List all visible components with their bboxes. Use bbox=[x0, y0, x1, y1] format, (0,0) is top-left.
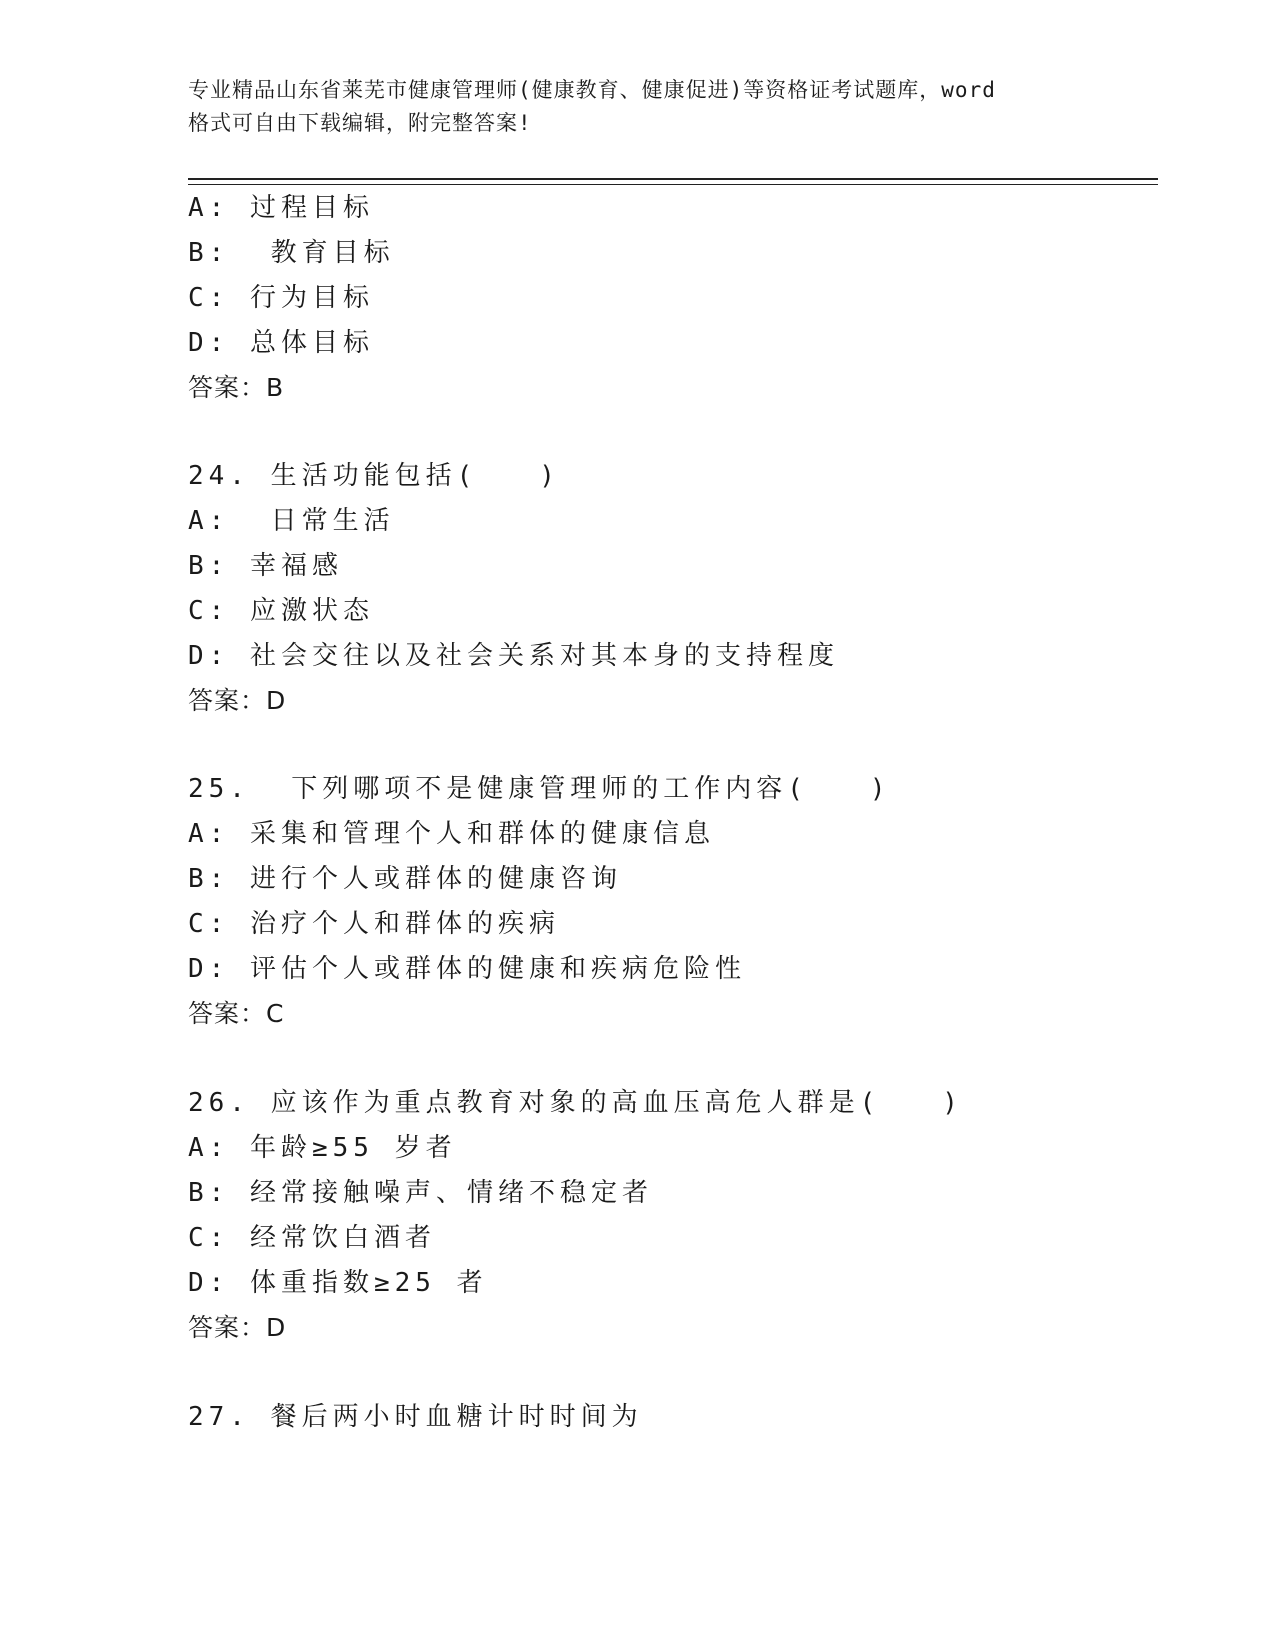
q26-answer: 答案：D bbox=[188, 1313, 287, 1342]
q25-option-c: C: 治疗个人和群体的疾病 bbox=[188, 909, 560, 939]
q27-stem: 27. 餐后两小时血糖计时时间为 bbox=[188, 1402, 643, 1432]
q25-option-b: B: 进行个人或群体的健康咨询 bbox=[188, 864, 622, 894]
q25-option-d: D: 评估个人或群体的健康和疾病危险性 bbox=[188, 954, 746, 984]
q26-option-b: B: 经常接触噪声、情绪不稳定者 bbox=[188, 1178, 653, 1208]
header-line-1: 专业精品山东省莱芜市健康管理师(健康教育、健康促进)等资格证考试题库，word bbox=[188, 78, 996, 102]
q23-option-a: A: 过程目标 bbox=[188, 193, 374, 223]
q23-answer: 答案：B bbox=[188, 373, 285, 402]
header-divider-thin bbox=[188, 184, 1158, 185]
q24-stem: 24. 生活功能包括( ) bbox=[188, 461, 560, 491]
q26-option-c: C: 经常饮白酒者 bbox=[188, 1223, 436, 1253]
q23-option-d: D: 总体目标 bbox=[188, 328, 374, 358]
document-header bbox=[188, 74, 1088, 140]
header-line-2: 格式可自由下载编辑，附完整答案! bbox=[188, 111, 532, 135]
q24-option-a: A: 日常生活 bbox=[188, 506, 395, 536]
q26-stem: 26. 应该作为重点教育对象的高血压高危人群是( ) bbox=[188, 1088, 963, 1118]
q25-option-a: A: 采集和管理个人和群体的健康信息 bbox=[188, 819, 715, 849]
q26-option-a: A: 年龄≥55 岁者 bbox=[188, 1133, 457, 1163]
q24-option-d: D: 社会交往以及社会关系对其本身的支持程度 bbox=[188, 641, 839, 671]
q24-option-c: C: 应激状态 bbox=[188, 596, 374, 626]
q26-option-d: D: 体重指数≥25 者 bbox=[188, 1268, 488, 1298]
q23-option-c: C: 行为目标 bbox=[188, 283, 374, 313]
q23-option-b: B: 教育目标 bbox=[188, 238, 395, 268]
header-divider-thick bbox=[188, 178, 1158, 180]
q25-stem: 25. 下列哪项不是健康管理师的工作内容( ) bbox=[188, 774, 891, 804]
q25-answer: 答案：C bbox=[188, 999, 285, 1028]
q24-answer: 答案：D bbox=[188, 686, 287, 715]
q24-option-b: B: 幸福感 bbox=[188, 551, 343, 581]
